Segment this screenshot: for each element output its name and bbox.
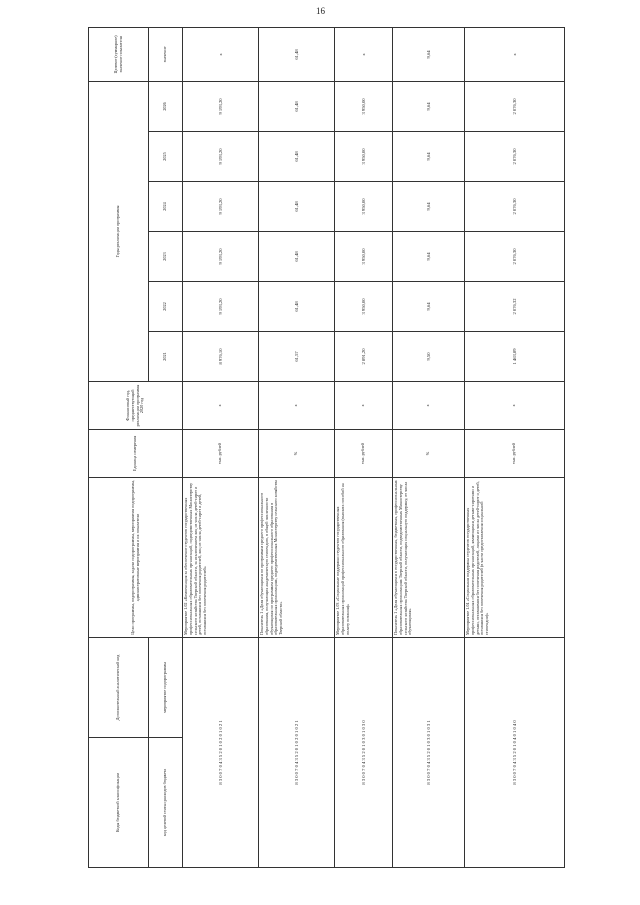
value-cell: 61,48 <box>259 182 335 232</box>
table-row <box>393 27 465 867</box>
event-num-header: мероприятие подпрограммы <box>149 638 183 738</box>
additional-code-header: Дополнительный аналитический код <box>89 638 149 738</box>
base-cell: х <box>465 382 565 430</box>
value-cell: 9,50 <box>393 332 465 382</box>
unit-cell: тыс. рублей <box>183 430 259 478</box>
value-cell: 3 950,00 <box>335 232 393 282</box>
value-cell: 9,64 <box>393 132 465 182</box>
value-cell: 2 076,30 <box>465 182 565 232</box>
value-cell: 9,64 <box>393 282 465 332</box>
value-cell: 2 891,20 <box>335 332 393 382</box>
table-row <box>335 27 393 867</box>
base-cell: х <box>259 382 335 430</box>
value-cell: 9,64 <box>393 232 465 282</box>
code-cell: 8 3 0 0 7 0 4 3 5 2 0 1 0 2 0 1 0 2 1 <box>183 638 259 868</box>
base-cell: х <box>393 382 465 430</box>
value-cell: 9 193,20 <box>183 132 259 182</box>
value-cell: 9,64 <box>393 81 465 131</box>
year-2021: 2021 <box>149 332 183 382</box>
budget-codes-header: Коды бюджетной классификации <box>89 738 149 868</box>
value-cell: 2 076,30 <box>465 132 565 182</box>
fin-year-header: Финансовый год, предшествующий реализации программы 2020 год <box>89 382 183 430</box>
value-cell: 61,48 <box>259 81 335 131</box>
value-cell: 3 950,00 <box>335 132 393 182</box>
year-2023: 2023 <box>149 232 183 282</box>
year-2024: 2024 <box>149 182 183 232</box>
code-cell: 8 3 0 0 7 0 4 3 5 2 0 1 0 3 0 1 0 3 0 <box>335 638 393 868</box>
goal-text: Показатель 1 «Доля обучающихся в государственных, бюджетных, профессиональных образовательных организациях Тверской области, подведомственных Министерству сельского хозяйства Тверской области, получающих социальную поддержку, от числа обучающихся» <box>393 478 465 638</box>
value-cell: 61,57 <box>259 332 335 382</box>
base-cell: х <box>183 382 259 430</box>
unit-cell: тыс. рублей <box>465 430 565 478</box>
program-table-rotated <box>88 35 563 868</box>
goal-text: Показатель 1 «Доля обучающихся по программам среднего профессионального образования, получающих академическую стипендию, в общей численности обучающихся по программам среднего профессионального образования в образовательных организациях, подведомственных Министерству сельского хозяйства Тверской области» <box>259 478 335 638</box>
value-cell: 1 463,89 <box>465 332 565 382</box>
table-row <box>259 27 335 867</box>
target-cell: х <box>335 27 393 81</box>
unit-cell: % <box>393 430 465 478</box>
value-cell: 9,64 <box>393 182 465 232</box>
unit-header: Единица измерения <box>89 430 183 478</box>
value-cell: 61,48 <box>259 232 335 282</box>
years-header: Годы реализации программы <box>89 81 149 381</box>
code-cell: 8 3 0 0 7 0 4 3 5 2 0 1 0 3 0 1 0 3 1 <box>393 638 465 868</box>
value-cell: 3 950,00 <box>335 182 393 232</box>
code-cell: 8 3 0 0 7 0 4 3 5 2 0 1 0 4 0 1 0 4 0 <box>465 638 565 868</box>
target-cell: х <box>183 27 259 81</box>
value-cell: 61,48 <box>259 132 335 182</box>
page-number: 16 <box>316 6 325 16</box>
unit-cell: тыс. рублей <box>335 430 393 478</box>
table-row <box>465 27 565 867</box>
unit-cell: % <box>259 430 335 478</box>
budget-article-header: код целевой статьи расходов бюджета <box>149 738 183 868</box>
goal-text: Мероприятие 1.03 «Социальные поддержки студентов государственных образовательных организаций профессионального образования (выплата пособий на оплату питания)» <box>335 478 393 638</box>
target-cell: х <box>465 27 565 81</box>
value-cell: 2 076,30 <box>465 232 565 282</box>
value-cell: 2 076,32 <box>465 282 565 332</box>
goals-header: Цели программы, подпрограммы, задачи подпрограммы, мероприятия подпрограммы, административные мероприятия и их показатели <box>89 478 183 638</box>
value-cell: 9 193,20 <box>183 81 259 131</box>
year-2022: 2022 <box>149 282 183 332</box>
target-value-header: значение <box>149 27 183 81</box>
code-cell: 8 3 0 0 7 0 4 3 5 2 0 1 0 2 0 1 0 2 1 <box>259 638 335 868</box>
target-cell: 61,48 <box>259 27 335 81</box>
value-cell: 2 076,30 <box>465 81 565 131</box>
year-2025: 2025 <box>149 132 183 182</box>
value-cell: 3 950,00 <box>335 282 393 332</box>
value-cell: 3 950,00 <box>335 81 393 131</box>
base-cell: х <box>335 382 393 430</box>
value-cell: 8 976,10 <box>183 332 259 382</box>
year-2026: 2026 <box>149 81 183 131</box>
value-cell: 9 193,20 <box>183 282 259 332</box>
table-row <box>183 27 259 867</box>
goal-text: Мероприятие 1.04 «Социальная поддержка студентов государственных профессиональных образовательных организаций, являющихся детьми-сиротами и детьми, оставшимися без попечения родителей, лицами из числа детей-сирот и детей, оставшихся без попечения родителей (в части предоставления социальной стипендии)» <box>465 478 565 638</box>
value-cell: 9 193,20 <box>183 232 259 282</box>
target-cell: 9,64 <box>393 27 465 81</box>
goal-text: Мероприятие 1.02 «Компенсация за обеспечение студентов государственных профессиональных образовательных организаций, подведомственных Министерству сельского хозяйства Тверской области, за исключением лиц из числа детей-сирот и детей, оставшихся без попечения родителей, лиц из числа детей-сирот и детей, оставшихся без попечения родителей» <box>183 478 259 638</box>
value-cell: 61,48 <box>259 282 335 332</box>
value-cell: 9 193,20 <box>183 182 259 232</box>
target-header: Целевое (суммарное) значение показателя <box>89 27 149 81</box>
program-table <box>88 27 565 868</box>
